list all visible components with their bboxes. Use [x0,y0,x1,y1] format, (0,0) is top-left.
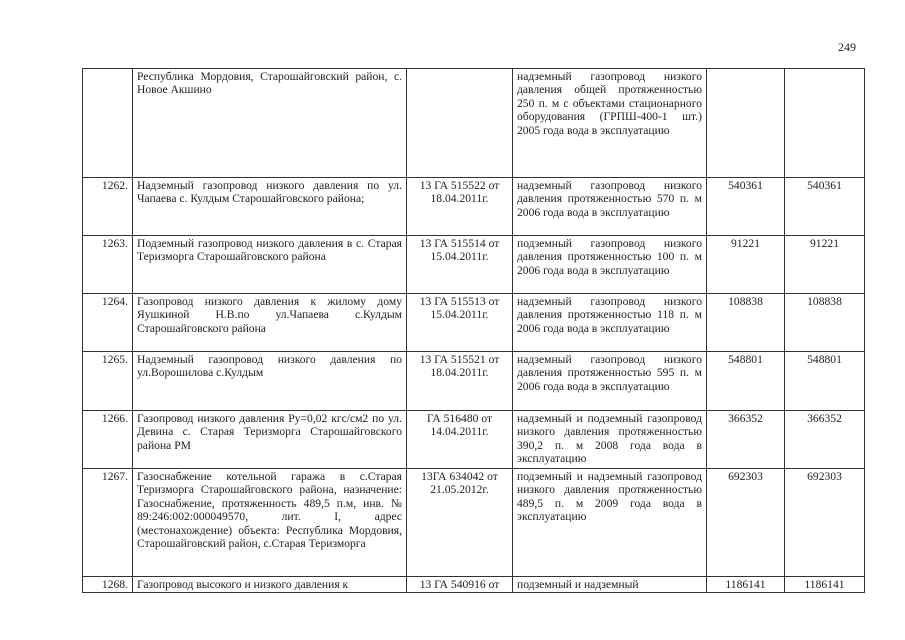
book-value: 366352 [707,411,785,469]
table-row [83,294,865,352]
book-value [707,69,785,178]
book-value: 548801 [707,352,785,411]
row-number: 1263. [83,236,133,294]
object-name: Республика Мордовия, Старошайговский район, с. Новое Акшино [133,69,407,178]
residual-value: 108838 [785,294,865,352]
object-name: Газоснабжение котельной гаража в с.Старая Теризморга Старошайговского района, назначение: Газоснабжение, протяженность 489,5 п.м, инв. № 89:246:002:000049570, лит. I, адрес (местонахождение) объекта: Республика Мордовия, Старошайговский район, с.Старая Теризморга [133,469,407,577]
object-description: надземный газопровод низкого давления протяженностью 570 п. м 2006 года вода в эксплуатацию [513,178,707,236]
table-row [83,178,865,236]
row-number: 1264. [83,294,133,352]
table-row [83,236,865,294]
certificate: 13 ГА 515514 от 15.04.2011г. [407,236,513,294]
row-number: 1267. [83,469,133,577]
object-name: Газопровод низкого давления Ру=0,02 кгс/см2 по ул. Девина с. Старая Теризморга Старошайговского района РМ [133,411,407,469]
book-value: 692303 [707,469,785,577]
residual-value: 366352 [785,411,865,469]
object-description: подземный и надземный [513,577,707,593]
certificate: 13 ГА 515513 от 15.04.2011г. [407,294,513,352]
book-value: 1186141 [707,577,785,593]
row-number [83,69,133,178]
object-description: подземный и надземный газопровод низкого давления протяженностью 489,5 п. м 2009 года вода в эксплуатацию [513,469,707,577]
row-number: 1268. [83,577,133,593]
book-value: 108838 [707,294,785,352]
object-description: надземный газопровод низкого давления общей протяженностью 250 п. м с объектами стационарного оборудования (ГРПШ-400-1 шт.) 2005 года вода в эксплуатацию [513,69,707,178]
certificate: ГА 516480 от 14.04.2011г. [407,411,513,469]
page-number: 249 [838,40,856,54]
object-name: Надземный газопровод низкого давления по ул. Чапаева с. Кулдым Старошайговского района; [133,178,407,236]
table-row [83,469,865,577]
object-name: Подземный газопровод низкого давления в с. Старая Теризморга Старошайговского района [133,236,407,294]
certificate: 13ГА 634042 от 21.05.2012г. [407,469,513,577]
certificate [407,69,513,178]
book-value: 91221 [707,236,785,294]
registry-table [82,68,865,593]
table-row [83,411,865,469]
residual-value: 692303 [785,469,865,577]
residual-value: 1186141 [785,577,865,593]
row-number: 1262. [83,178,133,236]
book-value: 540361 [707,178,785,236]
residual-value: 540361 [785,178,865,236]
object-name: Надземный газопровод низкого давления по ул.Ворошилова с.Кулдым [133,352,407,411]
certificate: 13 ГА 515521 от 18.04.2011г. [407,352,513,411]
table-row [83,577,865,593]
certificate: 13 ГА 540916 от [407,577,513,593]
table-row [83,352,865,411]
certificate: 13 ГА 515522 от 18.04.2011г. [407,178,513,236]
object-description: надземный и подземный газопровод низкого давления протяженностью 390,2 п. м 2008 года вода в эксплуатацию [513,411,707,469]
object-description: надземный газопровод низкого давления протяженностью 595 п. м 2006 года вода в эксплуатацию [513,352,707,411]
table-row [83,69,865,178]
object-name: Газопровод высокого и низкого давления к [133,577,407,593]
object-description: подземный газопровод низкого давления протяженностью 100 п. м 2006 года вода в эксплуатацию [513,236,707,294]
row-number: 1266. [83,411,133,469]
object-name: Газопровод низкого давления к жилому дому Яушкиной Н.В.по ул.Чапаева с.Кулдым Старошайговского района [133,294,407,352]
object-description: надземный газопровод низкого давления протяженностью 118 п. м 2006 года вода в эксплуатацию [513,294,707,352]
residual-value: 548801 [785,352,865,411]
residual-value: 91221 [785,236,865,294]
row-number: 1265. [83,352,133,411]
residual-value [785,69,865,178]
